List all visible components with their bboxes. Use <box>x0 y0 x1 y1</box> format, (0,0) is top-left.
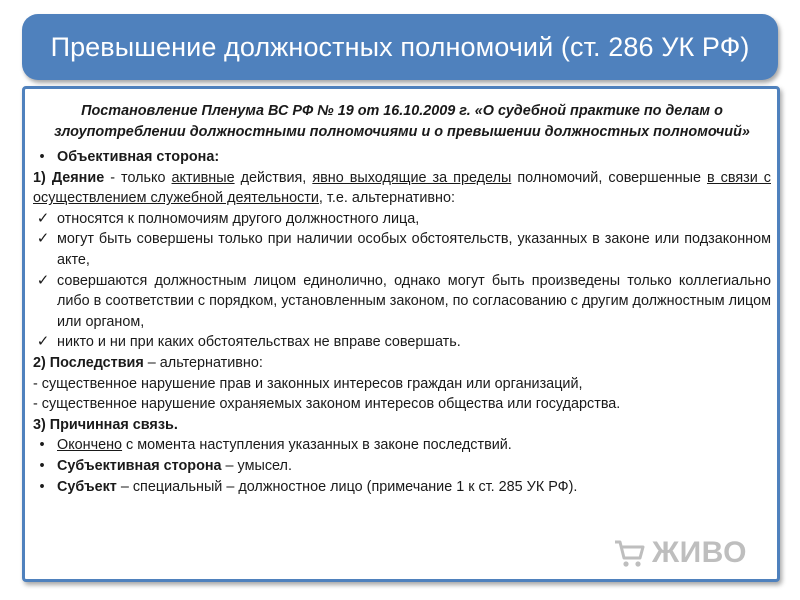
subject-label: Субъект <box>57 478 117 495</box>
consequences-suffix: – альтернативно: <box>143 354 263 371</box>
check-item-text: никто и ни при каких обстоятельствах не вправе совершать. <box>57 334 461 351</box>
act-text-4: , т.е. альтернативно: <box>318 190 455 207</box>
finished-label: Окончено <box>57 437 123 454</box>
bullet-dot-icon: • <box>39 457 45 474</box>
check-item-text: могут быть совершены только при наличии особых обстоятельств, указанных в законе или подзаконном акте, <box>57 231 771 268</box>
act-underline-2: явно выходящие за пределы <box>312 169 512 186</box>
objective-label: Объективная сторона: <box>57 149 220 165</box>
page-title: Превышение должностных полномочий (ст. 286 УК РФ) <box>50 31 750 62</box>
check-item <box>33 229 771 270</box>
checkmark-icon: ✓ <box>36 230 50 248</box>
subjective-text: – умысел. <box>221 457 292 474</box>
bullet-objective <box>33 147 771 168</box>
bullet-dot-icon: • <box>39 149 45 165</box>
act-paragraph <box>33 168 771 209</box>
act-text-1: - только <box>104 169 172 186</box>
content-body <box>33 101 771 497</box>
checkmark-icon: ✓ <box>36 271 50 289</box>
resolution-heading: Постановление Пленума ВС РФ № 19 от 16.10.2009 г. «О судебной практике по делам о злоупотреблении должностными полномочиями и о превышении должностных полномочий» <box>54 103 750 140</box>
checkmark-icon: ✓ <box>36 209 50 227</box>
consequences-heading <box>33 353 771 374</box>
check-item <box>33 271 771 333</box>
finished-text: с момента наступления указанных в законе последствий. <box>122 437 512 454</box>
check-item <box>33 209 771 230</box>
check-item <box>33 332 771 353</box>
act-text-2: действия, <box>234 169 313 186</box>
act-underline-1: активные <box>171 169 235 186</box>
watermark-text: ЖИВО <box>652 536 747 569</box>
content-panel <box>22 86 780 582</box>
consequence-item: - существенное нарушение прав и законных интересов граждан или организаций, <box>33 375 583 392</box>
watermark <box>612 536 747 570</box>
subject-text: – специальный – должностное лицо (примечание 1 к ст. 285 УК РФ). <box>116 478 578 495</box>
cart-icon <box>612 536 646 570</box>
check-item-text: относятся к полномочиям другого должностного лица, <box>57 210 420 227</box>
bullet-subjective <box>33 456 771 477</box>
bullet-finished <box>33 435 771 456</box>
bullet-dot-icon: • <box>39 478 45 495</box>
check-item-text: совершаются должностным лицом единолично, однако могут быть произведены только коллегиально либо в соответствии с порядком, установленным законом, по согласованию с другим должностным лицом или органом, <box>57 272 771 330</box>
act-label: Деяние <box>51 169 105 186</box>
checkmark-icon: ✓ <box>36 333 50 351</box>
act-underline-3: в связи с осуществлением служебной деятельности <box>33 169 771 207</box>
causal-heading: 3) Причинная связь. <box>33 416 178 433</box>
consequences-label: 2) Последствия <box>33 354 144 371</box>
consequence-item: - существенное нарушение охраняемых законом интересов общества или государства. <box>33 396 621 413</box>
subjective-label: Субъективная сторона <box>57 457 222 474</box>
bullet-subject <box>33 477 771 498</box>
act-text-3: полномочий, совершенные <box>511 169 707 186</box>
act-number: 1) <box>33 169 46 186</box>
bullet-dot-icon: • <box>39 437 45 454</box>
title-banner <box>22 14 778 80</box>
